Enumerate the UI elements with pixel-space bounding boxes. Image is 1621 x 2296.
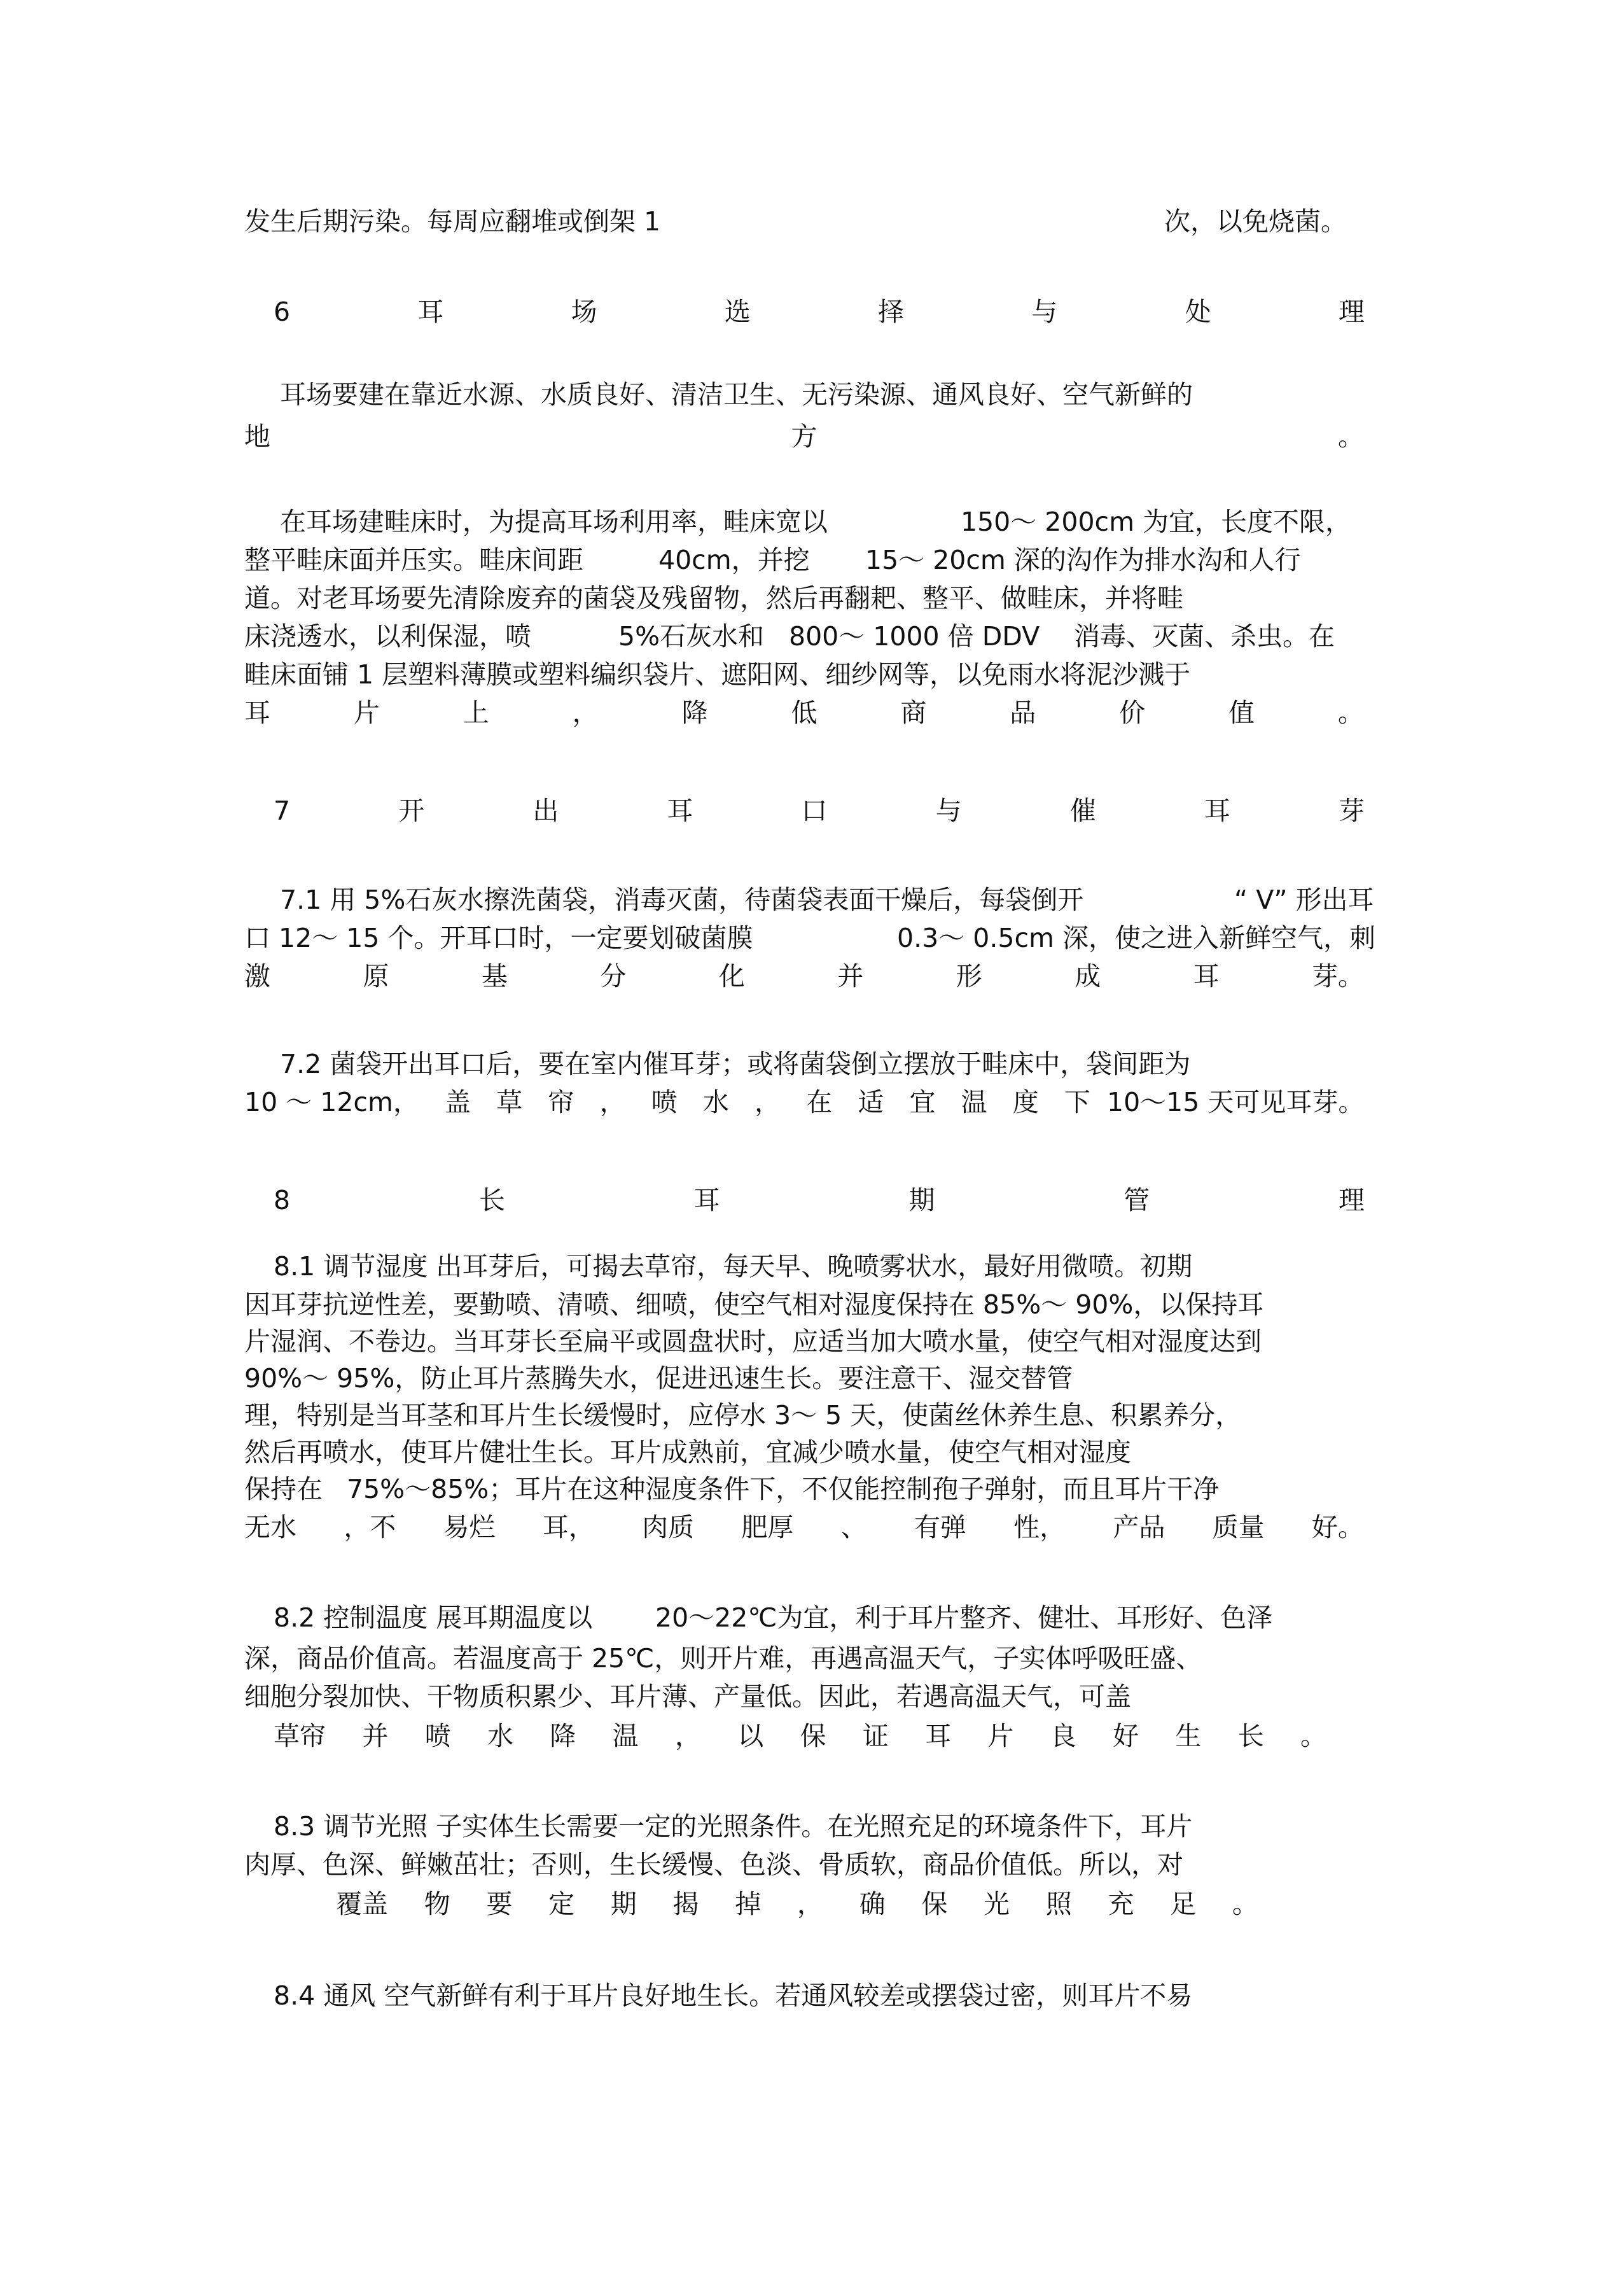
word: 水	[487, 1721, 513, 1751]
text-line: 理，特别是当耳茎和耳片生长缓慢时，应停水 3～ 5 天，使菌丝休养生息、积累养分，	[244, 1400, 1242, 1431]
word: 覆盖	[336, 1889, 388, 1919]
word: 保	[800, 1721, 826, 1751]
word: 草帘	[274, 1721, 326, 1751]
justified-line	[244, 695, 1364, 731]
word: 长	[1237, 1721, 1264, 1751]
word: 性，	[1013, 1512, 1066, 1543]
word: 方	[791, 421, 817, 452]
word: 证	[862, 1721, 889, 1751]
word: 肥厚	[741, 1512, 794, 1543]
text-line: 整平畦床面并压实。畦床间距	[244, 545, 583, 575]
word: 揭	[672, 1889, 699, 1919]
word: 。	[1300, 1721, 1326, 1751]
text-line: 800～ 1000 倍 DDV	[789, 621, 1040, 652]
heading-word: 选	[724, 297, 751, 327]
word: 适	[858, 1087, 884, 1117]
text-line: 20～22℃为宜，利于耳片整齐、健壮、耳形好、色泽	[655, 1602, 1273, 1633]
text-line: 10～15 天可见耳芽。	[1107, 1087, 1365, 1117]
word: 基	[481, 961, 508, 991]
word: 激	[244, 961, 270, 991]
word: 芽。	[1311, 961, 1364, 991]
word: 良	[1050, 1721, 1076, 1751]
text-line: 90%～ 95%，防止耳片蒸腾失水，促进迅速生长。要注意干、湿交替管	[244, 1363, 1073, 1394]
word: 温	[961, 1087, 987, 1117]
heading-word: 开	[398, 795, 425, 826]
text-line: 在耳场建畦床时，为提高耳场利用率，畦床宽以	[280, 507, 828, 537]
word: 喷	[424, 1721, 451, 1751]
word: 喷	[651, 1087, 678, 1117]
word: 草	[496, 1087, 523, 1117]
word: 足	[1170, 1889, 1197, 1919]
text-line: 8.4 通风 空气新鲜有利于耳片良好地生长。若通风较差或摆袋过密，则耳片不易	[274, 1980, 1193, 2011]
word: ，	[754, 1087, 781, 1117]
word: 定	[548, 1889, 575, 1919]
heading-word: 7	[274, 795, 291, 826]
word: 。	[1232, 1889, 1258, 1919]
word: 耳	[1193, 961, 1220, 991]
text-line: 7.1 用 5%石灰水擦洗菌袋，消毒灭菌，待菌袋表面干燥后，每袋倒开	[280, 885, 1084, 915]
word: 度	[1012, 1087, 1039, 1117]
word: 化	[718, 961, 745, 991]
word: 好。	[1311, 1512, 1364, 1543]
heading-word: 与	[935, 795, 962, 826]
word: 帘	[548, 1087, 574, 1117]
text-line: 保持在	[244, 1474, 323, 1504]
text-line: 口 12～ 15 个。开耳口时，一定要划破菌膜	[244, 923, 753, 953]
word: 耳	[925, 1721, 952, 1751]
word: 好	[1113, 1721, 1139, 1751]
justified-line	[244, 1084, 1090, 1120]
text-line: 深，商品价值高。若温度高于 25℃，则开片难，再遇高温天气，子实体呼吸旺盛、	[244, 1643, 1202, 1674]
heading-word: 耳	[693, 1185, 720, 1215]
justified-line	[274, 1718, 1326, 1754]
word: 产品	[1113, 1512, 1165, 1543]
justified-line	[244, 958, 1364, 994]
word: 低	[791, 697, 817, 728]
text-line: 因耳芽抗逆性差，要勤喷、清喷、细喷，使空气相对湿度保持在 85%～ 90%，以保持耳	[244, 1289, 1264, 1320]
word: 品	[1010, 697, 1036, 728]
text-line: 然后再喷水，使耳片健壮生长。耳片成熟前，宜减少喷水量，使空气相对湿度	[244, 1437, 1131, 1467]
word: 耳	[244, 697, 270, 728]
word: ，	[599, 1087, 626, 1117]
word: 片	[987, 1721, 1014, 1751]
text-line: “ V” 形出耳	[1234, 885, 1374, 915]
word: 以	[737, 1721, 764, 1751]
text-line: 8.1 调节湿度 出耳芽后，可揭去草帘，每天早、晚喷雾状水，最好用微喷。初期	[274, 1251, 1193, 1282]
heading-word: 耳	[1204, 795, 1230, 826]
word: 无水	[244, 1512, 296, 1543]
heading-word: 口	[801, 795, 828, 826]
text-line: 8.2 控制温度 展耳期温度以	[274, 1602, 593, 1633]
text-line: 40cm，并挖	[658, 545, 810, 575]
word: 水	[702, 1087, 729, 1117]
word: ，	[674, 1721, 701, 1751]
word: 物	[424, 1889, 450, 1919]
justified-line	[244, 1509, 1364, 1545]
word: 价	[1119, 697, 1146, 728]
text-line: 150～ 200cm 为宜，长度不限，	[961, 507, 1352, 537]
heading-word: 择	[878, 297, 905, 327]
heading-word: 期	[908, 1185, 935, 1215]
word: 光	[984, 1889, 1010, 1919]
word: 形	[956, 961, 982, 991]
word: 宜	[909, 1087, 936, 1117]
text-line: 道。对老耳场要先清除废弃的菌袋及残留物，然后再翻耙、整平、做畦床，并将畦	[244, 583, 1183, 613]
word: 易烂	[443, 1512, 496, 1543]
word: 成	[1075, 961, 1101, 991]
text-line: 5%石灰水和	[618, 621, 765, 652]
word: 分	[600, 961, 627, 991]
word: 充	[1108, 1889, 1134, 1919]
text-line: 片湿润、不卷边。当耳芽长至扁平或圆盘状时，应适当加大喷水量，使空气相对湿度达到	[244, 1326, 1262, 1357]
word: 并	[837, 961, 864, 991]
text-line: 7.2 菌袋开出耳口后，要在室内催耳芽；或将菌袋倒立摆放于畦床中，袋间距为	[280, 1049, 1191, 1079]
word: 肉质	[642, 1512, 695, 1543]
word: 降	[550, 1721, 576, 1751]
word: 商	[900, 697, 927, 728]
heading-word: 管	[1124, 1185, 1150, 1215]
heading-word: 理	[1338, 297, 1365, 327]
section-heading-6	[274, 294, 1365, 330]
heading-word: 耳	[667, 795, 693, 826]
heading-word: 与	[1031, 297, 1058, 327]
section-heading-7	[274, 793, 1365, 829]
section-heading-8	[274, 1182, 1365, 1218]
text-line: 0.3～ 0.5cm 深，使之进入新鲜空气，刺	[897, 923, 1375, 953]
heading-word: 芽	[1338, 795, 1365, 826]
word: ，	[572, 697, 599, 728]
text-line: 床浇透水，以利保湿，喷	[244, 621, 531, 652]
heading-word: 8	[274, 1185, 291, 1215]
text-line: 次，以免烧菌。	[1164, 206, 1347, 237]
justified-line	[244, 419, 1364, 454]
word: 有弹	[914, 1512, 966, 1543]
word: 。	[1337, 697, 1364, 728]
heading-word: 催	[1069, 795, 1096, 826]
word: 地	[244, 421, 270, 452]
heading-word: 长	[478, 1185, 505, 1215]
text-line: 15～ 20cm 深的沟作为排水沟和人行	[865, 545, 1301, 575]
word: 在	[806, 1087, 833, 1117]
text-line: 发生后期污染。每周应翻堆或倒架 1	[244, 206, 661, 237]
text-line: 畦床面铺 1 层塑料薄膜或塑料编织袋片、遮阳网、细纱网等，以免雨水将泥沙溅于	[244, 659, 1191, 690]
justified-line	[336, 1886, 1258, 1922]
heading-word: 处	[1185, 297, 1211, 327]
text-line: 8.3 调节光照 子实体生长需要一定的光照条件。在光照充足的环境条件下，耳片	[274, 1811, 1193, 1842]
word: ，	[797, 1889, 823, 1919]
word: 保	[921, 1889, 948, 1919]
word: 耳，	[542, 1512, 595, 1543]
word: ，不	[344, 1512, 396, 1543]
word: 降	[681, 697, 708, 728]
word: 上	[463, 697, 489, 728]
word: 生	[1175, 1721, 1202, 1751]
word: 、	[840, 1512, 867, 1543]
word: 质量	[1212, 1512, 1265, 1543]
word: 下	[1064, 1087, 1090, 1117]
heading-word: 理	[1339, 1185, 1365, 1215]
word: 值	[1228, 697, 1255, 728]
heading-word: 6	[274, 297, 291, 327]
word: 10 ～ 12cm，	[244, 1087, 419, 1117]
text-line: 肉厚、色深、鲜嫩茁壮；否则，生长缓慢、色淡、骨质软，商品价值低。所以，对	[244, 1849, 1183, 1880]
word: 片	[353, 697, 380, 728]
word: 期	[610, 1889, 637, 1919]
heading-word: 耳	[417, 297, 444, 327]
word: 照	[1045, 1889, 1072, 1919]
word: 。	[1338, 421, 1364, 452]
text-line: 75%～85%；耳片在这种湿度条件下，不仅能控制孢子弹射，而且耳片干净	[347, 1474, 1220, 1504]
word: 原	[363, 961, 389, 991]
word: 温	[612, 1721, 639, 1751]
heading-word: 场	[571, 297, 597, 327]
heading-word: 出	[532, 795, 559, 826]
text-line: 消毒、灭菌、杀虫。在	[1074, 621, 1335, 652]
text-line: 细胞分裂加快、干物质积累少、耳片薄、产量低。因此，若遇高温天气，可盖	[244, 1681, 1131, 1712]
word: 掉	[735, 1889, 762, 1919]
word: 确	[859, 1889, 886, 1919]
text-line: 耳场要建在靠近水源、水质良好、清洁卫生、无污染源、通风良好、空气新鲜的	[280, 379, 1193, 410]
word: 并	[362, 1721, 389, 1751]
word: 要	[486, 1889, 513, 1919]
word: 盖	[445, 1087, 471, 1117]
